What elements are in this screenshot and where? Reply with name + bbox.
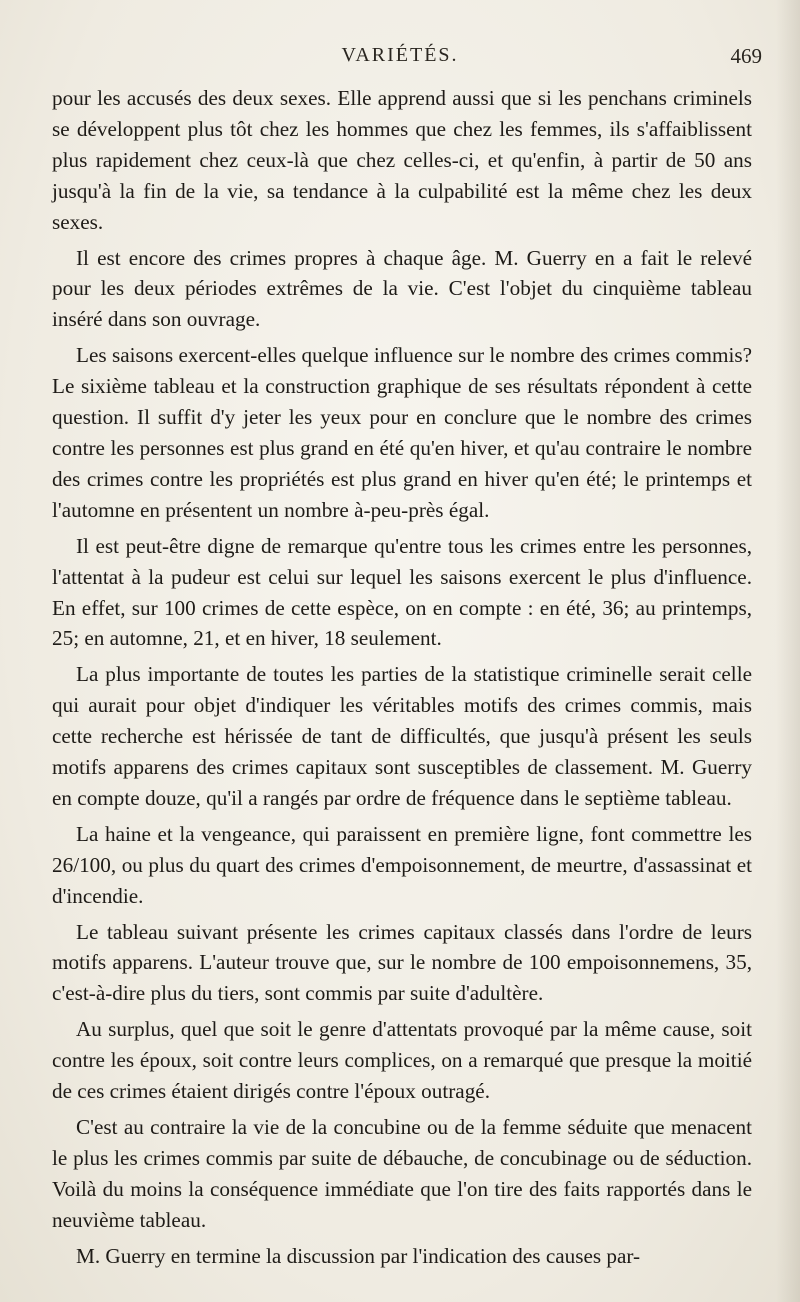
paragraph: Il est peut-être digne de remarque qu'entre tous les crimes entre les personnes, l'attentat à la pudeur est celui sur lequel les saisons exercent le plus d'influence. En effet, sur 100 crimes de cette espèce, on en compte : en été, 36; au printemps, 25; en automne, 21, et en hiver, 18 seulement. bbox=[52, 533, 752, 651]
paragraph: C'est au contraire la vie de la concubine ou de la femme séduite que menacent le plus les crimes commis par suite de débauche, de concubinage ou de séduction. Voilà du moins la conséquence immédiate que l'on tire des faits rapportés dans le neuvième tableau. bbox=[52, 1115, 752, 1232]
paragraph: Il est encore des crimes propres à chaque âge. M. Guerry en a fait le relevé pour les deux périodes extrêmes de la vie. C'est l'objet du cinquième tableau inséré dans son ouvrage. bbox=[52, 245, 752, 332]
page-number: 469 bbox=[730, 44, 762, 68]
paragraph: pour les accusés des deux sexes. Elle apprend aussi que si les penchans criminels se développent plus tôt chez les hommes que chez les femmes, ils s'affaiblissent plus rapidement chez ceux-là que chez celles-ci, et qu'enfin, à partir de 50 ans jusqu'à la fin de la vie, sa tendance à la culpabilité est la même chez les deux sexes. bbox=[52, 86, 752, 234]
running-title: VARIÉTÉS. bbox=[341, 44, 459, 66]
paragraph: La haine et la vengeance, qui paraissent en première ligne, font commettre les 26/100, ou plus du quart des crimes d'empoisonnement, de meurtre, d'assassinat et d'incendie. bbox=[52, 821, 752, 908]
body-text bbox=[52, 83, 752, 1277]
page-edge-shadow bbox=[776, 0, 800, 1302]
paragraph: Le tableau suivant présente les crimes capitaux classés dans l'ordre de leurs motifs apparens. L'auteur trouve que, sur le nombre de 100 empoisonnemens, 35, c'est-à-dire plus du tiers, sont commis par suite d'adultère. bbox=[52, 919, 752, 1006]
paragraph: M. Guerry en termine la discussion par l'indication des causes par- bbox=[76, 1243, 641, 1268]
page-header bbox=[0, 44, 800, 74]
paragraph: Au surplus, quel que soit le genre d'attentats provoqué par la même cause, soit contre les époux, soit contre leurs complices, on a remarqué que presque la moitié de ces crimes étaient dirigés contre l'époux outragé. bbox=[52, 1017, 752, 1104]
paragraph: La plus importante de toutes les parties de la statistique criminelle serait celle qui aurait pour objet d'indiquer les véritables motifs des crimes commis, mais cette recherche est hérissée de tant de difficultés, que jusqu'à présent les seuls motifs apparens des crimes capitaux sont susceptibles de classement. M. Guerry en compte douze, qu'il a rangés par ordre de fréquence dans le septième tableau. bbox=[52, 662, 752, 810]
paragraph: Les saisons exercent-elles quelque influence sur le nombre des crimes commis? Le sixième tableau et la construction graphique de ses résultats répondent à cette question. Il suffit d'y jeter les yeux pour en conclure que le nombre des crimes contre les personnes est plus grand en été qu'en hiver, et qu'au contraire le nombre des crimes contre les propriétés est plus grand en hiver qu'en été; le printemps et l'automne en présentent un nombre à-peu-près égal. bbox=[52, 343, 752, 522]
